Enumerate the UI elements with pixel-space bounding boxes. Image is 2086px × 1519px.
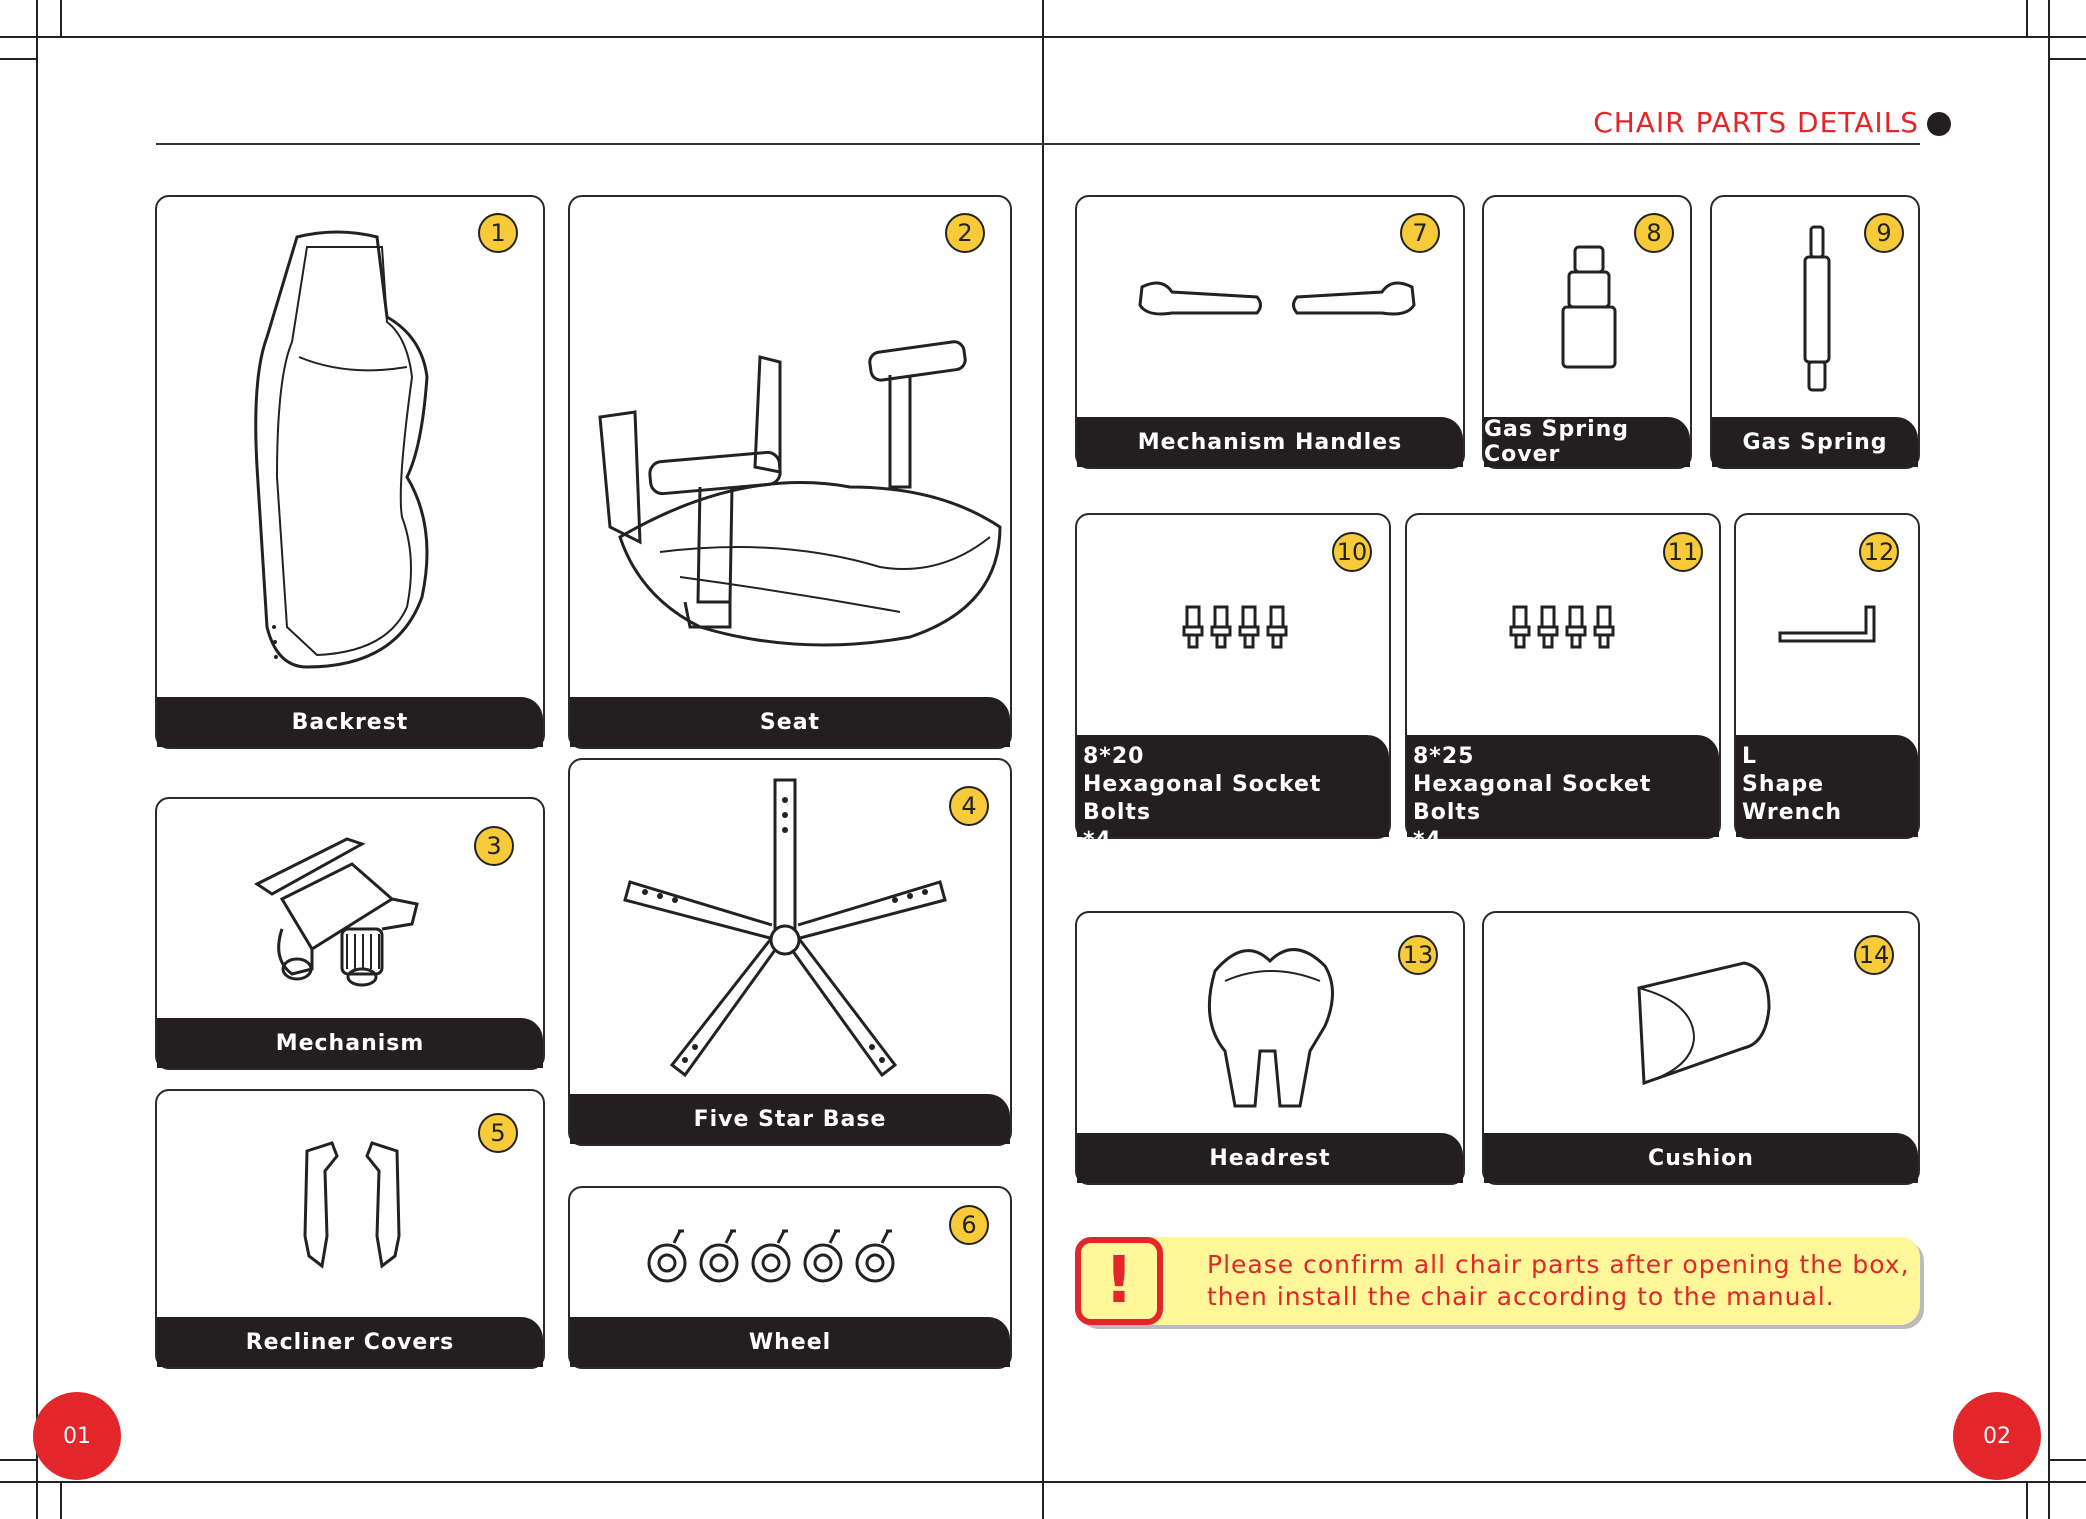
mechanism-handles-illustration [1132,277,1422,327]
part-number-badge: 5 [478,1113,518,1153]
mechanism-illustration [252,829,442,994]
bolt-type: Hexagonal Socket Bolts [1413,772,1652,825]
part-label: Backrest [157,697,543,747]
wrench-type: L [1742,744,1758,769]
part-card-wheel [568,1186,1012,1369]
crop-mark [2026,0,2028,36]
exclamation-icon: ! [1075,1237,1163,1325]
part-card-headrest [1075,911,1465,1185]
part-card-l-shape-wrench [1734,513,1920,839]
header-rule [156,143,1920,145]
part-label [1407,735,1719,853]
part-card-gas-spring-cover [1482,195,1692,469]
part-number-badge: 6 [949,1205,989,1245]
part-number-badge: 13 [1398,935,1438,975]
part-card-mechanism-handles [1075,195,1465,469]
page-title: CHAIR PARTS DETAILS [1593,106,1919,139]
cushion-illustration [1634,958,1774,1093]
part-label: Gas Spring [1712,417,1918,467]
bolt-type: Hexagonal Socket Bolts [1083,772,1322,825]
bolt-quantity: *4 [1413,828,1442,853]
part-number-badge: 1 [478,213,518,253]
part-label: Gas Spring Cover [1484,417,1690,467]
part-label: Five Star Base [570,1094,1010,1144]
part-card-gas-spring [1710,195,1920,469]
frame-left-line [36,0,38,1519]
part-label: Seat [570,697,1010,747]
notice-banner [1075,1237,1920,1325]
crop-mark [0,1459,36,1461]
headrest-illustration [1195,941,1345,1111]
part-label: Cushion [1484,1133,1918,1183]
recliner-covers-illustration [297,1141,407,1271]
part-number-badge: 9 [1864,213,1904,253]
part-card-seat [568,195,1012,749]
part-card-backrest [155,195,545,749]
notice-line-2: then install the chair according to the manual. [1207,1282,1835,1311]
crop-mark [2050,58,2086,60]
frame-center-fold [1042,0,1044,1519]
crop-mark [2026,1483,2028,1519]
part-number-badge: 14 [1854,935,1894,975]
bullet-icon [1927,112,1951,136]
part-number-badge: 8 [1634,213,1674,253]
backrest-illustration [237,227,467,697]
five-star-base-illustration [620,770,950,1090]
wrench-icon [1778,605,1878,645]
notice-text [1207,1249,1910,1313]
part-label [1077,735,1389,853]
part-number-badge: 7 [1400,213,1440,253]
wrench-name: Shape Wrench [1742,772,1843,825]
crop-mark [60,0,62,36]
part-number-badge: 10 [1332,532,1372,572]
part-card-cushion [1482,911,1920,1185]
gas-spring-illustration [1797,225,1837,395]
part-number-badge: 3 [474,826,514,866]
bolt-size: 8*20 [1083,744,1145,769]
part-number-badge: 12 [1859,532,1899,572]
part-label: Wheel [570,1317,1010,1367]
page-number-right: 02 [1953,1392,2041,1480]
gas-spring-cover-illustration [1559,245,1619,370]
bolt-size: 8*25 [1413,744,1475,769]
wheel-illustration [642,1223,942,1285]
notice-line-1: Please confirm all chair parts after opening the box, [1207,1250,1910,1279]
part-card-five-star-base [568,758,1012,1146]
part-card-mechanism [155,797,545,1070]
part-label: Mechanism [157,1018,543,1068]
part-number-badge: 4 [949,786,989,826]
part-number-badge: 11 [1663,532,1703,572]
part-label: Recliner Covers [157,1317,543,1367]
bolt-quantity: *4 [1083,828,1112,853]
part-label [1736,735,1918,837]
crop-mark [60,1483,62,1519]
hex-bolt-icon [1182,605,1292,650]
part-label: Mechanism Handles [1077,417,1463,467]
frame-right-line [2048,0,2050,1519]
seat-illustration [580,337,1000,677]
part-card-recliner-covers [155,1089,545,1369]
page-number-left: 01 [33,1392,121,1480]
part-card-bolts-8x20 [1075,513,1391,853]
crop-mark [2050,1459,2086,1461]
part-card-bolts-8x25 [1405,513,1721,853]
crop-mark [0,58,36,60]
part-number-badge: 2 [945,213,985,253]
part-label: Headrest [1077,1133,1463,1183]
hex-bolt-icon [1509,605,1619,650]
